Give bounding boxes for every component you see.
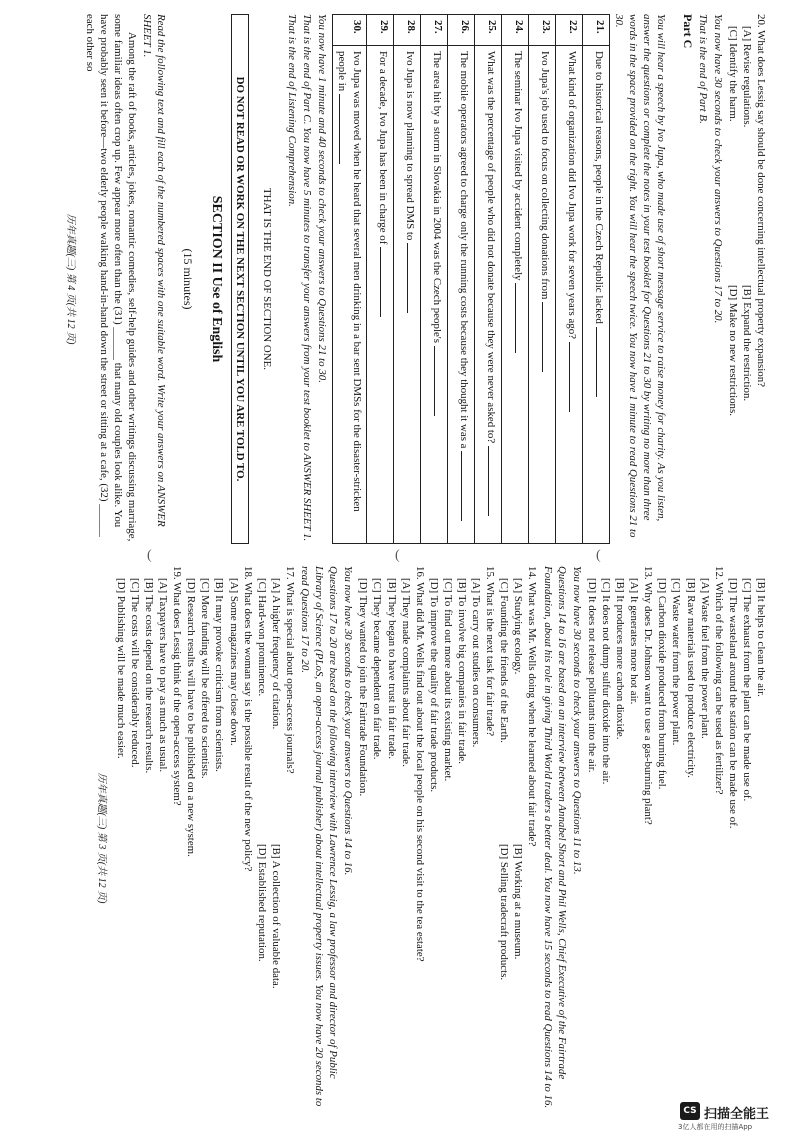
option: [C] Hard-won prominence. <box>255 578 268 697</box>
option: [B] It produces more carbon dioxide. <box>614 578 627 740</box>
option: [C] The exhaust from the plant can be made use of. <box>740 578 753 802</box>
option: [B] The costs depend on the research results. <box>142 578 155 774</box>
row-number: 29. <box>367 15 394 46</box>
punch-mark: ( <box>147 548 152 563</box>
row-number: 27. <box>421 15 448 46</box>
passage-text: Among the raft of books, articles, jokes, romantic comedies, self-help guides and other writings discussing marriage, some familiar ideas often crop up. Few appear more often than the (31) ______ that many old couples look alike. You have probably seen it before—two elderly people walking hand-in-hand down the street or sitting at a cafe, (32) ______ each other so <box>83 14 139 542</box>
question-17 <box>255 566 297 1110</box>
part-title: Part C <box>680 14 695 49</box>
option: [A] It generates more hot air. <box>628 578 641 705</box>
option: [C] More funding will be offered to scientists. <box>199 578 212 779</box>
answer-blank[interactable] <box>542 302 553 372</box>
section-duration: (15 minutes) <box>180 248 195 310</box>
option: [A] To carry out studies on consumers. <box>470 578 483 748</box>
table-row <box>448 15 475 544</box>
row-question[interactable] <box>421 46 448 544</box>
row-question[interactable] <box>529 46 556 544</box>
option: [C] Waste water from the power plant. <box>670 578 683 746</box>
option: [B] A collection of valuable data. <box>269 844 282 989</box>
option: [A] A higher frequency of citation. <box>269 578 282 730</box>
answer-blank[interactable] <box>434 346 445 416</box>
option: [A] Taxpayers have to pay as much as usual. <box>157 578 170 773</box>
question-stem: 14. What was Mr. Wells doing when he learned about fair trade? <box>526 566 539 847</box>
end-of-part: That is the end of Part B. <box>696 14 709 124</box>
cs-logo-icon: CS <box>680 1102 700 1120</box>
answer-blank[interactable] <box>461 451 472 521</box>
end-of-part: That is the end of Part C. You now have 5 minutes to transfer your answers from your test booklet to ANSWER SHEET 1. <box>300 14 313 542</box>
right-page <box>64 14 768 544</box>
row-question[interactable] <box>583 46 610 544</box>
question-13 <box>585 566 655 1110</box>
row-number: 28. <box>394 15 421 46</box>
option: [C] Founding the friends of the Earth. <box>498 578 511 743</box>
row-text: For a decade, Ivo Jupa has been in charge of <box>377 51 390 245</box>
check-instruction: You now have 1 minute and 40 seconds to check your answers to Questions 21 to 30. <box>315 14 328 383</box>
option: [D] Established reputation. <box>255 844 268 962</box>
left-page <box>95 566 768 1110</box>
table-row <box>394 15 421 544</box>
option: [C] The costs will be considerably reduced. <box>128 578 141 768</box>
question-stem: 18. What does the woman say is the possible result of the new policy? <box>241 566 254 872</box>
option: [D] The wasteland around the station can be made use of. <box>726 578 739 829</box>
table-row <box>367 15 394 544</box>
option: [A] Revise regulations. <box>740 26 753 128</box>
question-14 <box>497 566 539 1110</box>
option: [D] Make no new restrictions. <box>726 285 739 416</box>
table-row <box>529 15 556 544</box>
option: [B] Raw materials used to produce electricity. <box>684 578 697 778</box>
option: [B] It helps to clean the air. <box>755 578 767 697</box>
section-title: SECTION II Use of English <box>208 195 224 363</box>
row-number: 26. <box>448 15 475 46</box>
option: [C] They became dependent on fair trade. <box>371 578 384 760</box>
section-intro: Questions 17 to 20 are based on the following interview with Lawrence Lessig, a law professor and director of Public Library of Science (PLoS, an open-access journal publisher) about intellectual property issues. You now have 20 seconds to read Questions 17 to 20. <box>299 566 340 1107</box>
row-text: What was the percentage of people who did not donate because they were never asked to? <box>485 51 498 444</box>
row-text: The mobile operators agreed to charge only the running costs because they thought it was a <box>458 51 471 449</box>
option: [B] It may provoke criticism from scientists. <box>213 578 226 772</box>
table-row <box>421 15 448 544</box>
row-number: 30. <box>332 15 366 46</box>
row-number: 22. <box>556 15 583 46</box>
question-19 <box>114 566 184 1110</box>
page-footer: 历年真题(三) 第 3 页(共 12 页) <box>95 772 107 904</box>
watermark-app-name: 扫描全能王 <box>704 1107 770 1122</box>
answer-blank[interactable] <box>515 283 526 353</box>
option: [A] They made complaints about fair trade. <box>399 578 412 767</box>
section-intro: Questions 14 to 16 are based on an interview between Annabel Short and Phil Wells, Chief Executive of the Fairtrade Foundation, about his role in giving Third World traders a better deal. You now have 15 seconds to read Questions 14 to 16. <box>541 566 568 1109</box>
answer-blank[interactable] <box>569 342 580 412</box>
row-text: Ivo Jupa was moved when he heard that several men drinking in a bar sent DMSs for the disaster-stricken people in <box>335 51 364 512</box>
table-row <box>332 15 366 544</box>
option: [C] It does not dump sulfur dioxide into the air. <box>599 578 612 785</box>
do-not-read-notice: DO NOT READ OR WORK ON THE NEXT SECTION UNTIL YOU ARE TOLD TO. <box>231 14 249 544</box>
page-footer: 历年真题(三) 第 4 页(共 12 页) <box>64 213 76 345</box>
answer-blank[interactable] <box>596 327 607 397</box>
row-text: Ivo Jupa is now planning to spread DMS to <box>404 51 417 241</box>
question-15 <box>427 566 497 1110</box>
row-question[interactable] <box>394 46 421 544</box>
row-text: The seminar Ivo Jupa visited by accident completely <box>512 51 525 281</box>
question-stem: 17. What is special about open-access journals? <box>283 566 296 774</box>
row-text: What kind of organization did Ivo Jupa work for seven years ago? <box>566 51 579 340</box>
answer-table <box>332 14 610 544</box>
option: [B] They began to have trust in fair trade. <box>385 578 398 759</box>
answer-blank[interactable] <box>488 446 499 516</box>
row-question[interactable] <box>332 46 366 544</box>
answer-blank[interactable] <box>339 94 350 164</box>
option: [D] Publishing will be made much easier. <box>114 578 127 759</box>
option: [D] Carbon dioxide produced from burning fuel. <box>656 578 669 790</box>
row-question[interactable] <box>502 46 529 544</box>
punch-mark: ( <box>395 548 400 563</box>
question-16 <box>356 566 426 1110</box>
option: [B] Expand the restriction. <box>740 285 753 402</box>
row-number: 24. <box>502 15 529 46</box>
row-question[interactable] <box>367 46 394 544</box>
option: [D] It does not release pollutants into the air. <box>585 578 598 773</box>
check-instruction: You now have 30 seconds to check your answers to Questions 11 to 13. <box>570 566 583 875</box>
option: [D] To improve the quality of fair trade products. <box>427 578 440 793</box>
end-of-listening: That is the end of Listening Comprehension. <box>285 14 298 207</box>
question-18 <box>184 566 254 1110</box>
question-12 <box>655 566 725 1110</box>
question-stem: 15. What is the next task for fair trade? <box>484 566 497 737</box>
answer-blank[interactable] <box>407 243 418 313</box>
row-text: Ivo Jupa's job used to focus on collecting donations from <box>539 51 552 300</box>
punch-mark: ( <box>596 548 601 563</box>
table-row <box>502 15 529 544</box>
table-row <box>475 15 502 544</box>
row-question[interactable] <box>475 46 502 544</box>
table-row <box>556 15 583 544</box>
row-text: Due to historical reasons, people in the Czech Republic lacked <box>593 51 606 324</box>
option: [D] They wanted to join the Fairtrade Foundation. <box>357 578 370 797</box>
end-section-notice: THAT IS THE END OF SECTION ONE. <box>260 187 273 370</box>
option: [A] Waste fuel from the power plant. <box>698 578 711 739</box>
answer-blank[interactable] <box>380 247 391 317</box>
row-number: 25. <box>475 15 502 46</box>
table-row <box>583 15 610 544</box>
section-instruction: Read the following text and fill each of the numbered spaces with one suitable word. Write your answers on ANSWER SHEET 1. <box>141 14 168 527</box>
option: [D] Research results will have to be published on a new system. <box>185 578 198 857</box>
option: [C] Identify the harm. <box>726 26 739 122</box>
row-text: The area hit by a storm in Slovakia in 2004 was the Czech people's <box>431 51 444 343</box>
question-stem: 16. What did Mr. Wells find out about the local people on his second visit to the tea estate? <box>413 566 426 962</box>
row-number: 21. <box>583 15 610 46</box>
question-stem: 19. What does Lessig think of the open-access system? <box>171 566 184 806</box>
scanner-watermark <box>674 1100 800 1132</box>
q11-options <box>726 566 768 1110</box>
question-20 <box>726 14 768 544</box>
watermark-tagline: 3亿人都在用的扫描App <box>678 1123 753 1131</box>
question-stem: 20. What does Lessig say should be done concerning intellectual property expansion? <box>755 14 767 388</box>
part-intro: You will hear a speech by Ivo Jupa, who made use of short message service to raise money for charity. As you listen, answer the questions or complete the notes in your test booklet for Questions 21 to 30 by writing no more than three words in the space provided on the right. You will hear the speech twice. You now have 1 minute to read Questions 21 to 30. <box>613 14 668 538</box>
option: [B] To involve big companies in fair trade. <box>456 578 469 764</box>
row-number: 23. <box>529 15 556 46</box>
check-instruction: You now have 30 seconds to check your answers to Questions 14 to 16. <box>342 566 355 876</box>
option: [C] To find out more about its existing market. <box>441 578 454 782</box>
question-stem: 13. Why does Dr. Johnson want to use a gas-burning plant? <box>642 566 655 825</box>
row-question[interactable] <box>448 46 475 544</box>
check-instruction: You now have 30 seconds to check your answers to Questions 17 to 20. <box>711 14 724 324</box>
row-question[interactable] <box>556 46 583 544</box>
option: [A] Studying ecology. <box>512 578 525 675</box>
option: [A] Some magazines may close down. <box>227 578 240 746</box>
option: [D] Selling tradecraft products. <box>498 844 511 981</box>
option: [B] Working at a museum. <box>512 844 525 960</box>
question-stem: 12. Which of the following can be used as fertilizer? <box>712 566 725 795</box>
